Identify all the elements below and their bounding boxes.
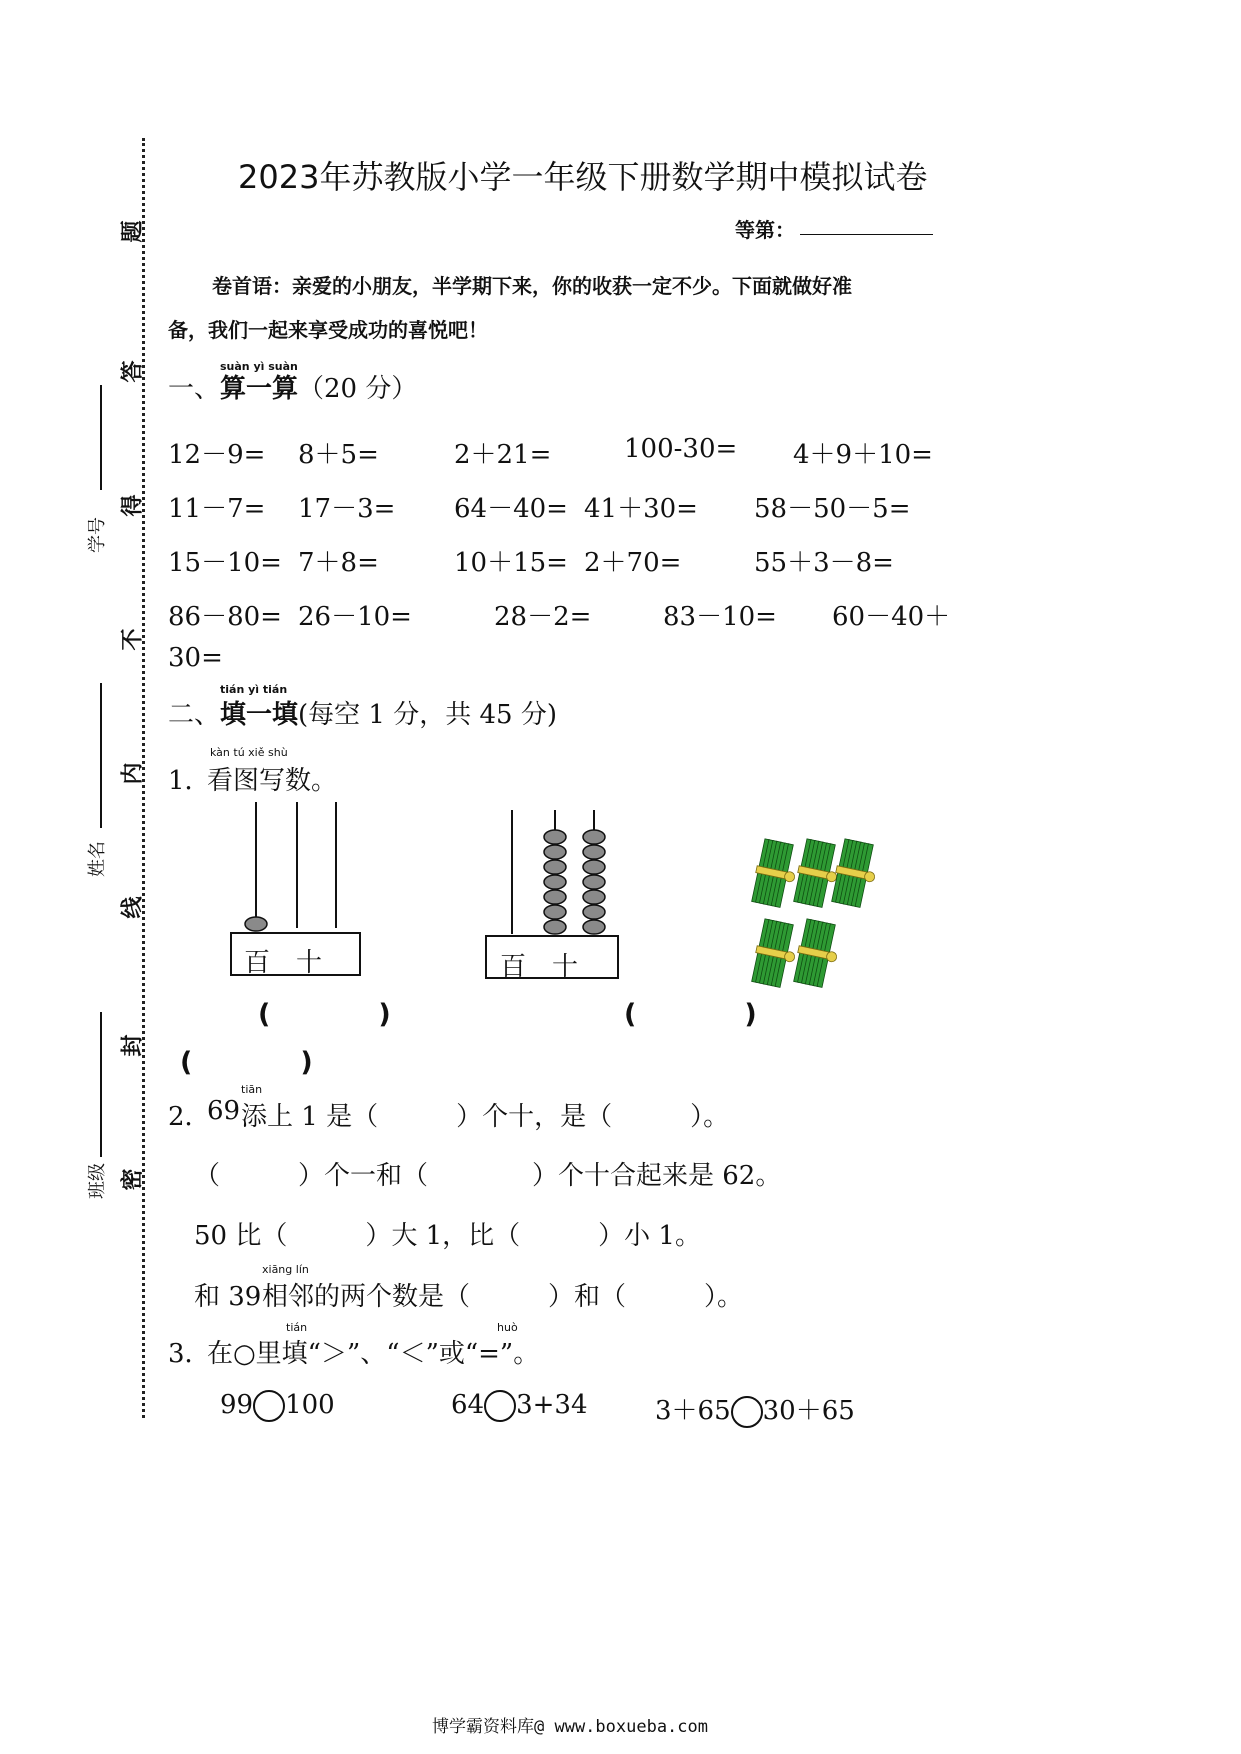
problem: 12－9= bbox=[168, 440, 266, 470]
problem: 58－50－5= bbox=[754, 494, 911, 524]
compare-item-1 bbox=[220, 1390, 335, 1422]
q2-number: 2． bbox=[168, 1102, 211, 1132]
seal-char-4: 不 bbox=[120, 628, 146, 651]
abacus-2-hundred-label: 百 bbox=[500, 952, 527, 982]
seal-char-3: 得 bbox=[120, 494, 146, 517]
q1-blank-1[interactable]: ( ) bbox=[258, 999, 391, 1030]
problem: 55＋3－8= bbox=[754, 548, 894, 578]
student-id-line[interactable] bbox=[100, 385, 102, 490]
abacus-bead bbox=[544, 905, 566, 919]
q2-line4-a: 和 39 bbox=[194, 1282, 262, 1312]
class-label: 班级 bbox=[87, 1163, 108, 1199]
section2-score: (每空 1 分，共 45 分) bbox=[298, 700, 557, 730]
q1-blank-2[interactable]: ( ) bbox=[624, 999, 757, 1030]
compare-left: 99 bbox=[220, 1390, 254, 1420]
seal-char-1: 题 bbox=[120, 220, 146, 243]
stick-bundle bbox=[750, 838, 801, 909]
q2-line1-b[interactable]: 添上 1 是（ ）个十，是（ ）。 bbox=[241, 1102, 730, 1132]
q2-pinyin-xianglin: xiāng lín bbox=[262, 1263, 309, 1276]
q1-pinyin: kàn tú xiě shù bbox=[210, 746, 288, 759]
section2-prefix: 二、 bbox=[168, 700, 221, 730]
q3-pinyin-huo: huò bbox=[497, 1321, 518, 1334]
abacus-bead bbox=[544, 875, 566, 889]
section1-heading: 算一算 bbox=[220, 374, 299, 404]
abacus-bead bbox=[583, 860, 605, 874]
section2-pinyin: tián yì tián bbox=[220, 683, 288, 696]
compare-right: 30＋65 bbox=[762, 1396, 855, 1426]
abacus-bead bbox=[544, 920, 566, 934]
grade-label: 等第： bbox=[735, 218, 795, 242]
abacus-bead bbox=[544, 890, 566, 904]
name-line[interactable] bbox=[100, 683, 102, 828]
seal-char-2: 答 bbox=[120, 360, 146, 383]
problem: 2＋70= bbox=[584, 548, 682, 578]
problem-tail: 30= bbox=[168, 643, 223, 673]
problem: 86－80= bbox=[168, 602, 282, 632]
abacus-bead bbox=[245, 917, 267, 931]
abacus-bead bbox=[544, 830, 566, 844]
q1-blank-3[interactable]: ( ) bbox=[180, 1047, 313, 1078]
page-title: 2023年苏教版小学一年级下册数学期中模拟试卷 bbox=[238, 158, 928, 196]
compare-right: 100 bbox=[285, 1390, 335, 1420]
compare-circle[interactable] bbox=[731, 1396, 763, 1428]
q3-pinyin-tian: tián bbox=[286, 1321, 308, 1334]
problem: 26－10= bbox=[298, 602, 412, 632]
compare-left: 3＋65 bbox=[655, 1396, 731, 1426]
abacus-bead bbox=[583, 890, 605, 904]
section1-prefix: 一、 bbox=[168, 374, 221, 404]
problem: 7＋8= bbox=[298, 548, 379, 578]
student-id-label: 学号 bbox=[87, 517, 108, 553]
problem: 83－10= bbox=[663, 602, 777, 632]
stick-bundle bbox=[792, 918, 843, 989]
abacus-bead bbox=[583, 905, 605, 919]
compare-left: 64 bbox=[451, 1390, 485, 1420]
problem: 11－7= bbox=[168, 494, 266, 524]
problem: 2＋21= bbox=[454, 440, 552, 470]
section1-score: （20 分） bbox=[298, 374, 418, 404]
seal-char-6: 线 bbox=[120, 896, 146, 919]
stick-bundles bbox=[752, 835, 892, 985]
abacus-1-hundred-label: 百 bbox=[244, 948, 271, 978]
abacus-bead bbox=[583, 830, 605, 844]
q2-pinyin-tian: tiān bbox=[241, 1083, 263, 1096]
seal-char-7: 封 bbox=[120, 1034, 146, 1057]
problem: 10＋15= bbox=[454, 548, 568, 578]
stick-bundle bbox=[830, 838, 881, 909]
q3-text: 在○里填“＞”、“＜”或“=”。 bbox=[207, 1339, 540, 1369]
problem: 60－40＋ bbox=[832, 602, 951, 632]
abacus-bead bbox=[544, 860, 566, 874]
grade-input-line[interactable] bbox=[800, 234, 933, 235]
q3-number: 3． bbox=[168, 1339, 211, 1369]
q2-line4-b[interactable]: 相邻的两个数是（ ）和（ ）。 bbox=[262, 1282, 744, 1312]
problem: 15－10= bbox=[168, 548, 282, 578]
compare-item-3 bbox=[655, 1390, 855, 1428]
abacus-bead bbox=[544, 845, 566, 859]
abacus-bead bbox=[583, 875, 605, 889]
seal-char-5: 内 bbox=[120, 762, 146, 785]
compare-right: 3+34 bbox=[516, 1390, 588, 1420]
abacus-bead bbox=[583, 845, 605, 859]
footer-watermark: 博学霸资料库@ www.boxueba.com bbox=[432, 1717, 708, 1737]
q1-text: 看图写数。 bbox=[207, 766, 338, 796]
seal-char-8: 密 bbox=[120, 1168, 146, 1191]
compare-circle[interactable] bbox=[484, 1390, 516, 1422]
compare-circle[interactable] bbox=[253, 1390, 285, 1422]
intro-line-2: 备，我们一起来享受成功的喜悦吧！ bbox=[168, 318, 488, 342]
q2-line1-a: 69 bbox=[207, 1096, 241, 1126]
section2-heading: 填一填 bbox=[220, 700, 299, 730]
abacus-1-ten-label: 十 bbox=[296, 948, 323, 978]
problem: 28－2= bbox=[494, 602, 592, 632]
abacus-2-ten-label: 十 bbox=[552, 952, 579, 982]
class-line[interactable] bbox=[100, 1012, 102, 1157]
name-label: 姓名 bbox=[87, 841, 108, 877]
problem: 4＋9＋10= bbox=[793, 440, 933, 470]
problem: 8＋5= bbox=[298, 440, 379, 470]
compare-item-2 bbox=[451, 1390, 588, 1422]
intro-line-1: 卷首语：亲爱的小朋友，半学期下来，你的收获一定不少。下面就做好准 bbox=[212, 274, 852, 298]
q1-number: 1． bbox=[168, 766, 211, 796]
stick-bundle bbox=[750, 918, 801, 989]
abacus-bead bbox=[583, 920, 605, 934]
q2-line2[interactable]: （ ）个一和（ ）个十合起来是 62。 bbox=[194, 1161, 782, 1191]
problem: 100-30= bbox=[624, 434, 738, 464]
problem: 17－3= bbox=[298, 494, 396, 524]
section1-pinyin: suàn yì suàn bbox=[220, 360, 298, 373]
q2-line3[interactable]: 50 比（ ）大 1，比（ ）小 1。 bbox=[194, 1221, 701, 1251]
problem: 41＋30= bbox=[584, 494, 698, 524]
problem: 64－40= bbox=[454, 494, 568, 524]
